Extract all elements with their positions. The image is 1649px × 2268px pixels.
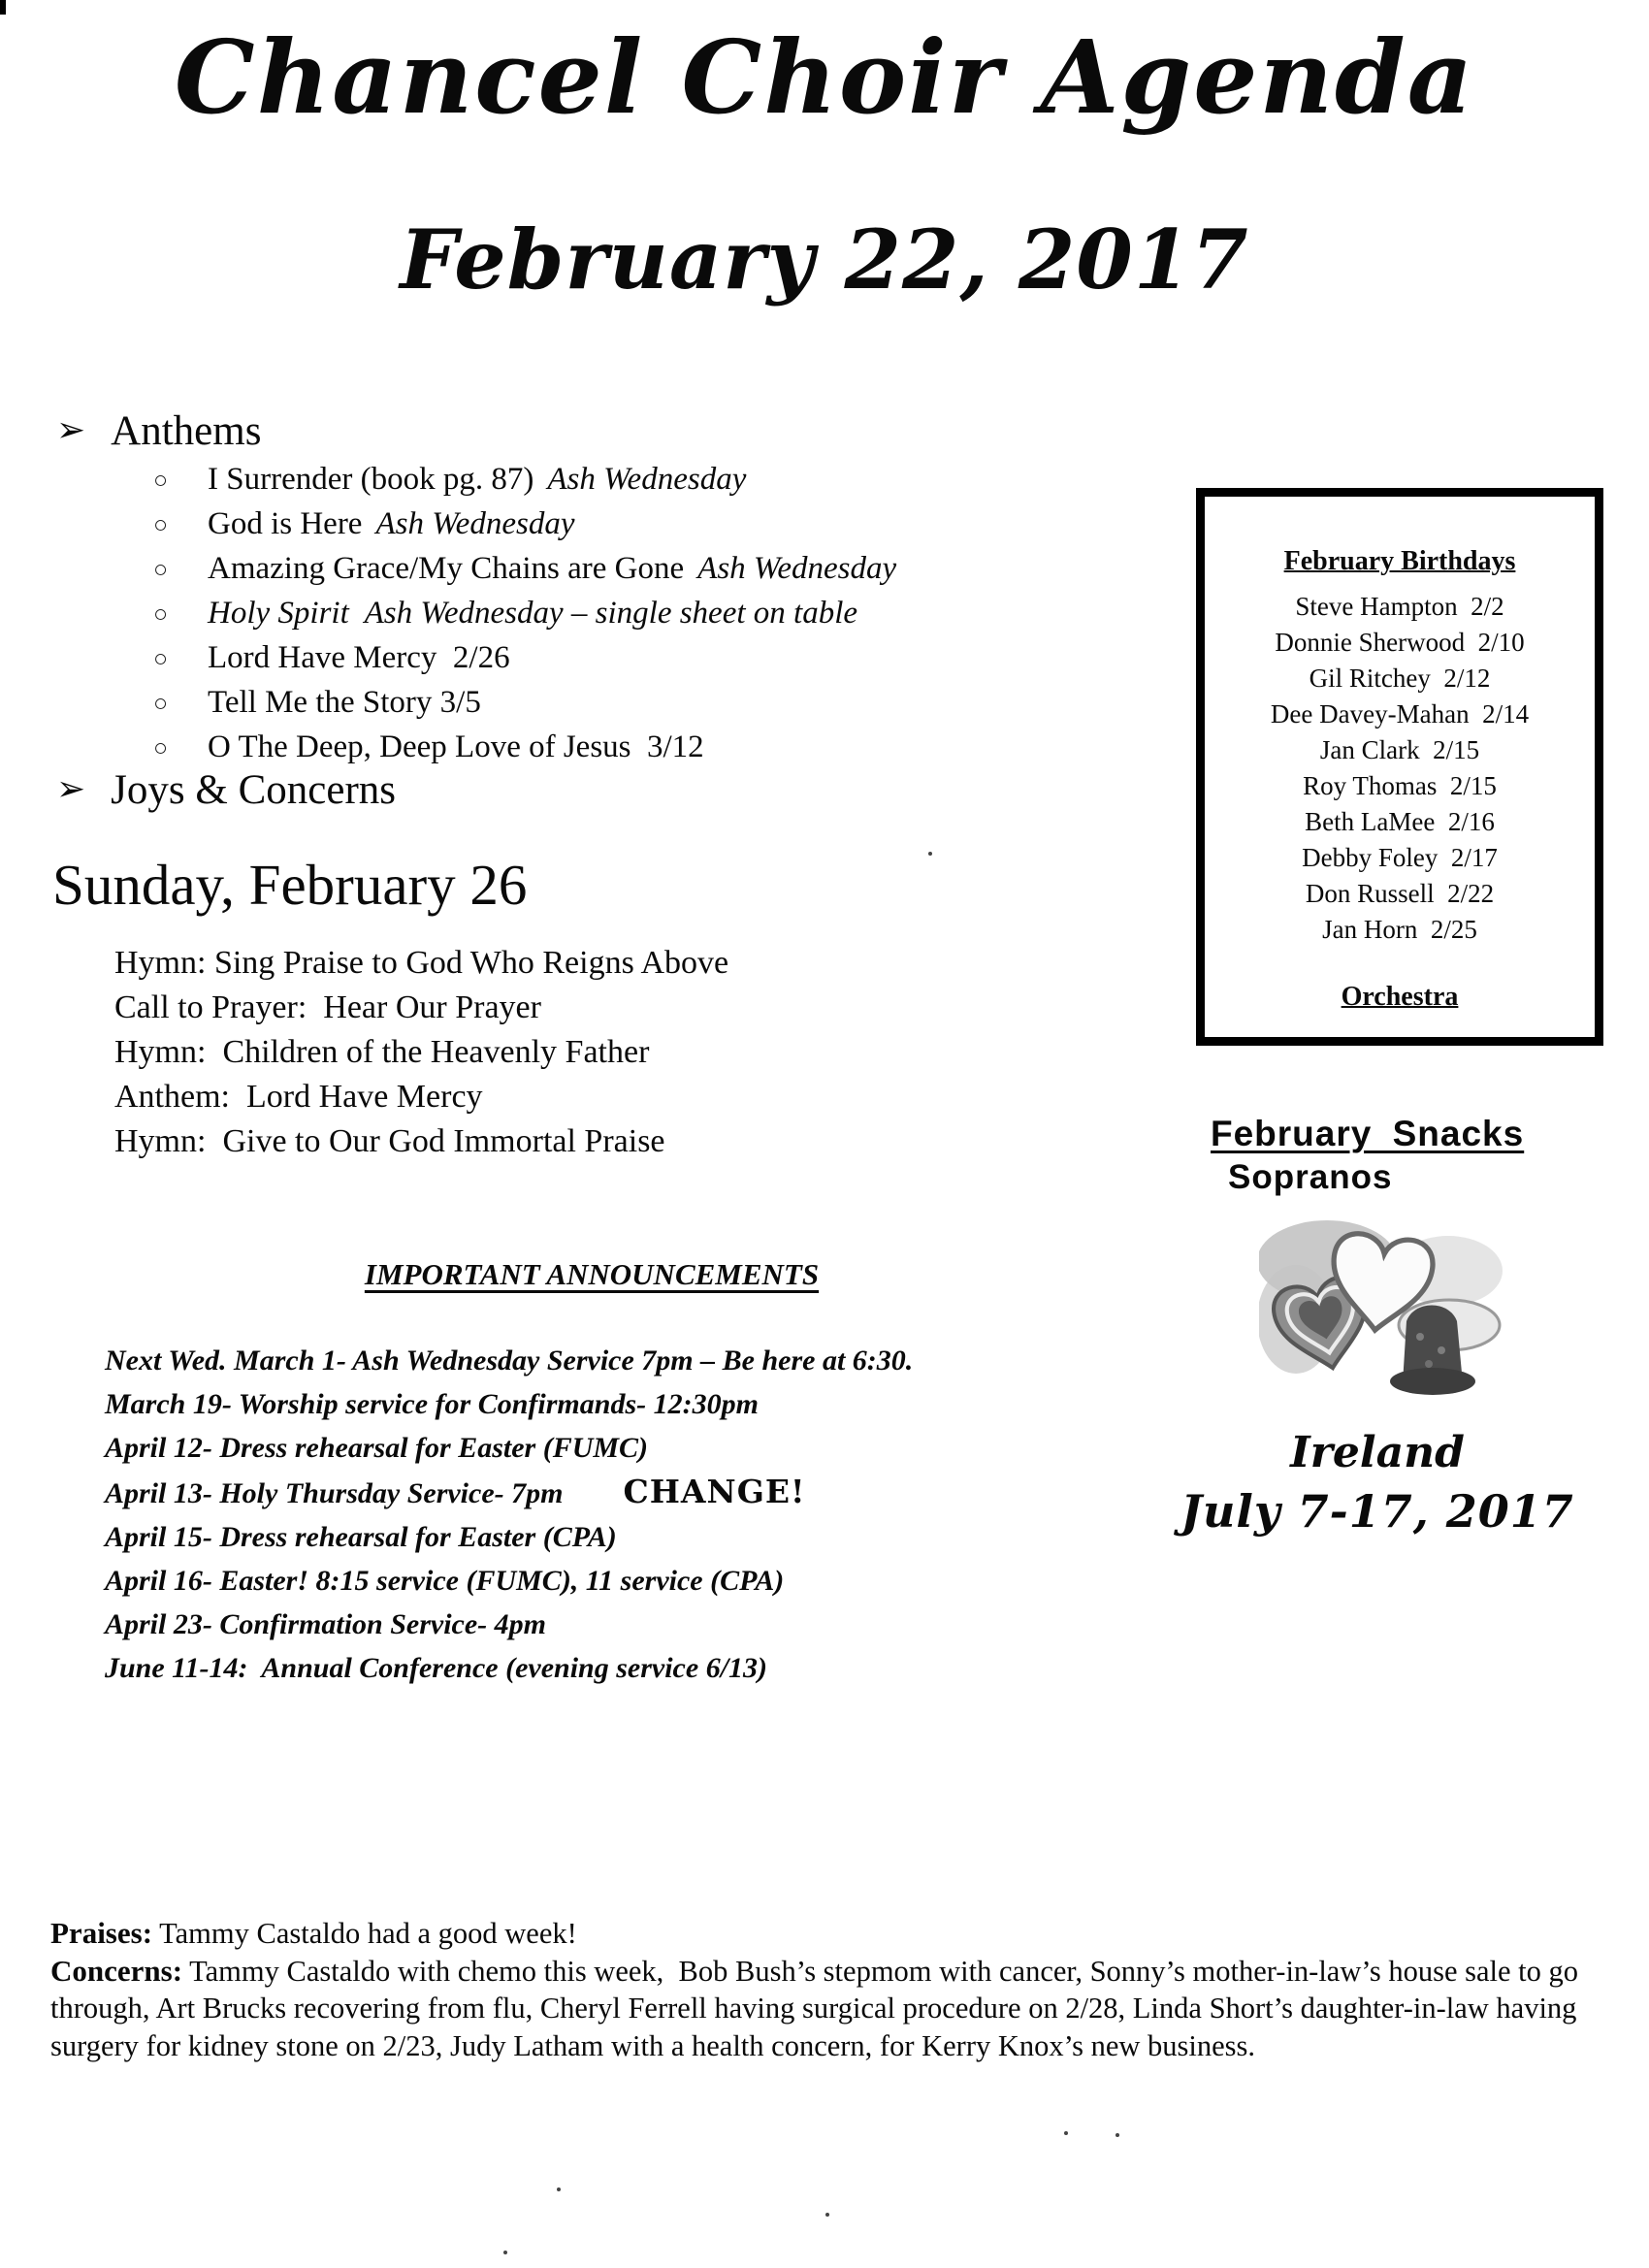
announcement-text: April 13- Holy Thursday Service- 7pm	[105, 1477, 564, 1509]
announcement-text: April 16- Easter! 8:15 service (FUMC), 11 service (CPA)	[105, 1565, 785, 1597]
scan-speck	[928, 852, 932, 856]
announcement-item	[105, 1382, 913, 1426]
joys-label: Joys & Concerns	[111, 767, 396, 813]
anthem-note: Holy Spirit Ash Wednesday – single sheet on table	[208, 596, 858, 631]
joys-section-header	[56, 766, 396, 814]
anthem-text: O The Deep, Deep Love of Jesus 3/12	[208, 729, 704, 764]
announcement-text: April 23- Confirmation Service- 4pm	[105, 1608, 547, 1640]
birthday-entry: Gil Ritchey 2/12	[1309, 664, 1491, 693]
circle-bullet-icon: ○	[153, 601, 169, 628]
page-date: February 22, 2017	[400, 211, 1249, 308]
birthday-entry: Debby Foley 2/17	[1302, 843, 1498, 872]
schedule-line: Hymn: Sing Praise to God Who Reigns Above	[114, 945, 729, 981]
announcement-item	[105, 1470, 913, 1515]
announcement-item	[105, 1559, 913, 1603]
arrow-bullet-icon: ➢	[56, 769, 86, 808]
anthem-item	[153, 547, 896, 592]
page-title: Chancel Choir Agenda	[174, 17, 1475, 137]
announcement-text: June 11-14: Annual Conference (evening service 6/13)	[105, 1652, 768, 1684]
birthday-entry: Roy Thomas 2/15	[1303, 771, 1497, 800]
birthday-entry: Don Russell 2/22	[1305, 879, 1495, 908]
sunday-heading: Sunday, February 26	[52, 853, 528, 917]
schedule-line: Hymn: Give to Our God Immortal Praise	[114, 1123, 665, 1159]
announcement-item	[105, 1603, 913, 1646]
birthday-entry: Steve Hampton 2/2	[1295, 592, 1504, 621]
birthday-entry: Jan Horn 2/25	[1322, 915, 1477, 944]
anthem-item	[153, 681, 896, 726]
anthem-item	[153, 502, 896, 547]
schedule-line: Anthem: Lord Have Mercy	[114, 1079, 483, 1115]
birthdays-title: February Birthdays	[1283, 546, 1516, 576]
snacks-assignee: Sopranos	[1228, 1158, 1393, 1196]
announcement-text: March 19- Worship service for Confirmands- 12:30pm	[105, 1388, 759, 1420]
announcement-item	[105, 1426, 913, 1470]
circle-bullet-icon: ○	[153, 691, 169, 717]
change-badge: CHANGE!	[623, 1473, 806, 1510]
anthem-text: Lord Have Mercy 2/26	[208, 640, 510, 675]
snacks-title: February Snacks	[1211, 1114, 1525, 1153]
scan-speck	[825, 2213, 829, 2217]
announcement-item	[105, 1646, 913, 1690]
anthem-text: Tell Me the Story 3/5	[208, 685, 481, 720]
anthem-note: Ash Wednesday	[697, 551, 897, 586]
concerns-label: Concerns:	[50, 1953, 183, 1988]
anthems-label: Anthems	[111, 408, 262, 454]
anthem-item	[153, 636, 896, 681]
anthem-note: Ash Wednesday	[375, 506, 575, 541]
schedule-line: Call to Prayer: Hear Our Prayer	[114, 989, 541, 1025]
circle-bullet-icon: ○	[153, 468, 169, 494]
concerns-paragraph	[50, 1953, 1614, 2065]
concerns-text: Tammy Castaldo with chemo this week, Bob Bush’s stepmom with cancer, Sonny’s mother-in-law’s house sale to go through, Art Brucks recovering from flu, Cheryl Ferrell having surgical procedure on 2/28, Linda Short’s daughter-in-law having surgery for kidney stone on 2/23, Judy Latham with a health concern, for Kerry Knox’s new business.	[50, 1954, 1586, 2062]
scan-speck	[1064, 2131, 1068, 2135]
scan-speck	[557, 2187, 561, 2191]
prayer-requests-block	[50, 1915, 1614, 2064]
announcement-item	[105, 1339, 913, 1382]
anthem-list	[153, 458, 896, 770]
anthem-item	[153, 458, 896, 502]
announcement-item	[105, 1515, 913, 1559]
anthem-item	[153, 726, 896, 770]
birthday-entry: Donnie Sherwood 2/10	[1275, 628, 1525, 657]
anthem-note: Ash Wednesday	[547, 462, 747, 497]
scan-speck	[1116, 2133, 1119, 2137]
hearts-image	[1259, 1220, 1504, 1403]
announcement-text: April 12- Dress rehearsal for Easter (FUMC)	[105, 1432, 649, 1464]
anthem-text: God is Here	[208, 506, 363, 541]
orchestra-label: Orchestra	[1341, 982, 1459, 1012]
scan-speck	[503, 2251, 507, 2254]
trip-destination: Ireland	[1290, 1428, 1465, 1477]
birthday-entry: Jan Clark 2/15	[1319, 735, 1480, 764]
praises-label: Praises:	[50, 1916, 153, 1950]
announcement-text: Next Wed. March 1- Ash Wednesday Service 7pm – Be here at 6:30.	[105, 1345, 914, 1377]
praises-line	[50, 1915, 1614, 1953]
circle-bullet-icon: ○	[153, 512, 169, 538]
announcements-heading	[58, 1257, 1125, 1292]
announcement-text: April 15- Dress rehearsal for Easter (CPA)	[105, 1521, 617, 1553]
announcements-list	[105, 1339, 913, 1690]
birthdays-box	[1196, 488, 1603, 1046]
arrow-bullet-icon: ➢	[56, 410, 86, 449]
trip-block	[1164, 1428, 1591, 1538]
anthem-text: I Surrender (book pg. 87)	[208, 462, 534, 497]
birthday-entry: Beth LaMee 2/16	[1305, 807, 1495, 836]
trip-dates: July 7-17, 2017	[1180, 1485, 1574, 1538]
sunday-schedule	[114, 941, 728, 1164]
circle-bullet-icon: ○	[153, 646, 169, 672]
anthem-item	[153, 592, 896, 636]
anthems-section-header	[56, 407, 261, 455]
announcements-heading-text: IMPORTANT ANNOUNCEMENTS	[364, 1257, 820, 1291]
circle-bullet-icon: ○	[153, 735, 169, 761]
schedule-line: Hymn: Children of the Heavenly Father	[114, 1034, 650, 1070]
birthday-entry: Dee Davey-Mahan 2/14	[1270, 699, 1530, 729]
praises-text: Tammy Castaldo had a good week!	[159, 1917, 577, 1950]
anthem-text: Amazing Grace/My Chains are Gone	[208, 551, 685, 586]
circle-bullet-icon: ○	[153, 557, 169, 583]
scan-artifact-corner	[0, 0, 6, 15]
